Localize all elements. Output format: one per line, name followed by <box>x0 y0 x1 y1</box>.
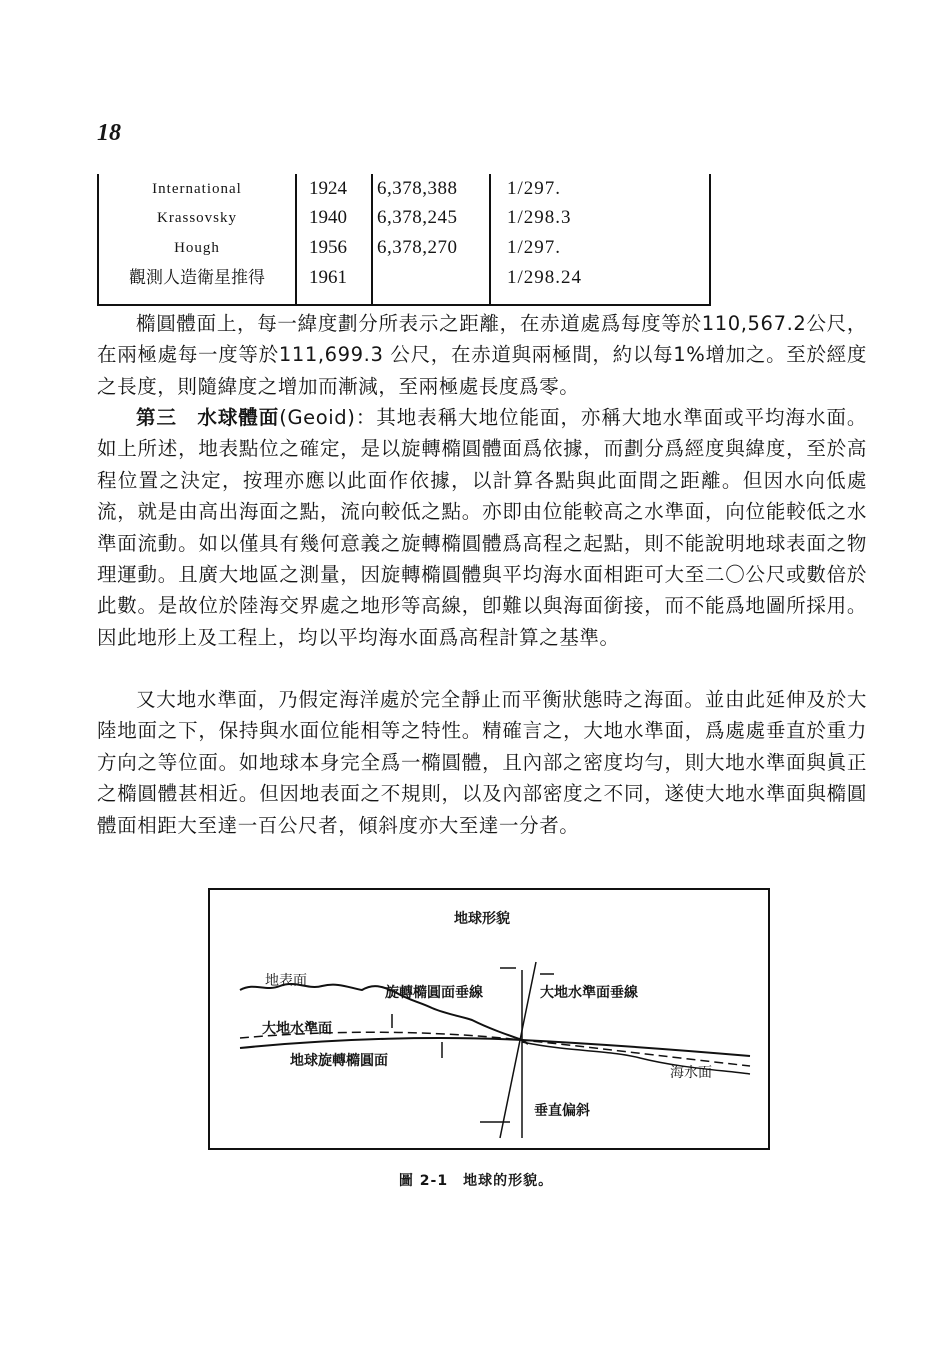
ellipsoid-flattening: 1/298.3 <box>507 207 572 228</box>
figure-caption: 圖 2-1 地球的形貌。 <box>398 1173 554 1189</box>
label-deflection: 垂直偏斜 <box>534 1103 590 1119</box>
ellipsoid-name: International <box>152 181 242 197</box>
ellipsoid-name: 觀測人造衛星推得 <box>129 268 265 288</box>
figure-earth-shape <box>208 888 770 1150</box>
ellipsoid-name: Krassovsky <box>157 210 237 226</box>
table-row <box>99 203 709 235</box>
section-term: 第三 水球體面 <box>136 406 280 429</box>
ellipsoid-table <box>97 174 711 306</box>
paragraph: 又大地水準面，乃假定海洋處於完全靜止而平衡狀態時之海面。並由此延伸及於大陸地面之下，保持與水面位能相等之特性。精確言之，大地水準面，爲處處垂直於重力方向之等位面。如地球本身完全爲一橢圓體，且內部之密度均勻，則大地水準面與眞正之橢圓體甚相近。但因地表面之不規則，以及內部密度之不同，遂使大地水準面與橢圓體面相距大至達一百公尺者，傾斜度亦大至達一分者。 <box>97 688 867 837</box>
table-row <box>99 233 709 265</box>
label-ellipsoid-normal: 旋轉橢圓面垂線 <box>385 985 483 1001</box>
ellipsoid-year: 1956 <box>309 237 347 258</box>
ellipsoid-year: 1924 <box>309 178 347 199</box>
figure-title: 地球形貌 <box>454 911 510 927</box>
label-ellipsoid: 地球旋轉橢圓面 <box>290 1053 388 1069</box>
label-surface: 地表面 <box>265 973 307 989</box>
page-number: 18 <box>97 120 121 146</box>
table-row <box>99 263 709 295</box>
table-row <box>99 174 709 206</box>
paragraph-text: (Geoid)：其地表稱大地位能面，亦稱大地水準面或平均海水面。如上所述，地表點位之確定，是以旋轉橢圓體面爲依據，而劃分爲經度與緯度，至於高程位置之決定，按理亦應以此面作依據，以計算各點與此面間之距離。但因水向低處流，就是由高出海面之點，流向較低之點。亦即由位能較高之水準面，向位能較低之水準面流動。如以僅具有幾何意義之旋轉橢圓體爲高程之起點，則不能說明地球表面之物理運動。且廣大地區之測量，因旋轉橢圓體與平均海水面相距可大至二〇公尺或數倍於此數。是故位於陸海交界處之地形等高線，卽難以與海面銜接，而不能爲地圖所採用。因此地形上及工程上，均以平均海水面爲高程計算之基準。 <box>97 406 868 649</box>
ellipsoid-flattening: 1/297. <box>507 237 562 258</box>
label-geoid: 大地水準面 <box>262 1021 332 1037</box>
ellipsoid-year: 1940 <box>309 207 347 228</box>
ellipsoid-flattening: 1/297. <box>507 178 562 199</box>
paragraph: 橢圓體面上，每一緯度劃分所表示之距離，在赤道處爲每度等於110,567.2公尺，在兩極處每一度等於111,699.3 公尺，在赤道與兩極間，約以每1%增加之。至於經度之長度，則隨緯度之增加而漸減，至兩極處長度爲零。 <box>97 312 867 398</box>
paragraph <box>97 402 867 653</box>
ellipsoid-radius: 6,378,388 <box>377 178 458 199</box>
ellipsoid-radius: 6,378,270 <box>377 237 458 258</box>
label-sea-level: 海水面 <box>670 1065 712 1081</box>
ellipsoid-radius: 6,378,245 <box>377 207 458 228</box>
ellipsoid-year: 1961 <box>309 267 347 288</box>
ellipsoid-flattening: 1/298.24 <box>507 267 583 288</box>
ellipsoid-name: Hough <box>174 240 220 256</box>
label-geoid-normal: 大地水準面垂線 <box>540 985 638 1001</box>
